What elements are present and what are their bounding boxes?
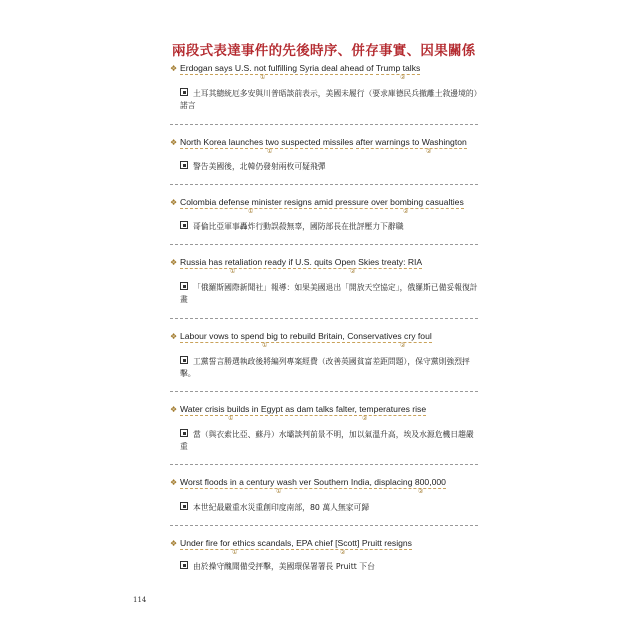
headline-segment-2: if U.S. quits Open Skies treaty: RIA xyxy=(288,257,423,267)
translation-text: 土耳其總統厄多安與川普晤談前表示，美國未履行（要求庫德民兵撤離土敘邊境的）諾言 xyxy=(180,89,478,110)
diamond-bullet-icon: ❖ xyxy=(170,539,178,548)
divider xyxy=(170,244,478,245)
translation xyxy=(180,502,478,514)
boxed-square-icon xyxy=(180,429,188,437)
diamond-bullet-icon: ❖ xyxy=(170,405,178,414)
marker-1: ① xyxy=(228,415,234,422)
marker-2: ② xyxy=(403,208,409,215)
marker-2: ② xyxy=(426,148,432,155)
headline xyxy=(170,538,480,549)
headline xyxy=(170,137,480,148)
segment-markers xyxy=(170,268,480,277)
boxed-square-icon xyxy=(180,282,188,290)
translation xyxy=(180,356,478,380)
headline-segment-1: Under fire for ethics scandals, xyxy=(180,538,294,548)
translation-text: 哥倫比亞軍事轟炸行動誤殺無辜，國防部長在批評壓力下辭職 xyxy=(193,222,404,231)
segment-markers xyxy=(170,415,480,424)
marker-2: ② xyxy=(350,268,356,275)
headline xyxy=(170,404,480,415)
translation-text: 「俄羅斯國際新聞社」報導：如果美國退出「開放天空協定」，俄羅斯已備妥報復計畫 xyxy=(180,283,478,304)
headline-segment-1: Colombia defense minister resigns xyxy=(180,197,312,207)
diamond-bullet-icon: ❖ xyxy=(170,64,178,73)
marker-1: ① xyxy=(248,208,254,215)
divider xyxy=(170,124,478,125)
headline xyxy=(170,331,480,342)
headline xyxy=(170,63,480,74)
diamond-bullet-icon: ❖ xyxy=(170,258,178,267)
page-number: 114 xyxy=(133,596,147,604)
headline-segment-2: EPA chief [Scott] Pruitt resigns xyxy=(296,538,412,548)
marker-1: ① xyxy=(267,148,273,155)
list-item xyxy=(170,404,480,453)
translation-text: 警告美國後，北韓仍發射兩枚可疑飛彈 xyxy=(193,162,326,171)
headline-segment-1: Russia has retaliation ready xyxy=(180,257,287,267)
translation-text: 本世紀最嚴重水災重創印度南部，80 萬人無家可歸 xyxy=(193,503,370,512)
page-title: 兩段式表達事件的先後時序、併存事實、因果關係 xyxy=(172,43,476,59)
headline-segment-2: displacing 800,000 xyxy=(374,477,446,487)
translation xyxy=(180,429,478,453)
segment-markers xyxy=(170,208,480,217)
headline-segment-1: Water crisis builds in Egypt xyxy=(180,404,283,414)
diamond-bullet-icon: ❖ xyxy=(170,198,178,207)
headline-segment-1: North Korea launches two suspected missiles xyxy=(180,137,354,147)
boxed-square-icon xyxy=(180,356,188,364)
headline-segment-2: after warnings to Washington xyxy=(355,137,467,147)
boxed-square-icon xyxy=(180,561,188,569)
headline xyxy=(170,197,480,208)
marker-1: ① xyxy=(262,342,268,349)
segment-markers xyxy=(170,74,480,83)
boxed-square-icon xyxy=(180,221,188,229)
boxed-square-icon xyxy=(180,88,188,96)
headline xyxy=(170,257,480,268)
list-item xyxy=(170,137,480,173)
translation-text: 由於操守醜聞備受抨擊，美國環保署署長 Pruitt 下台 xyxy=(193,562,375,571)
marker-1: ① xyxy=(260,74,266,81)
list-item xyxy=(170,257,480,306)
marker-2: ② xyxy=(400,74,406,81)
headline-segment-1: Worst floods in a century wash ver Southern India, xyxy=(180,477,372,487)
headline-segment-2: as dam talks falter, temperatures rise xyxy=(285,404,427,414)
list-item xyxy=(170,63,480,112)
marker-2: ② xyxy=(418,488,424,495)
boxed-square-icon xyxy=(180,502,188,510)
translation xyxy=(180,88,478,112)
segment-markers xyxy=(170,148,480,157)
segment-markers xyxy=(170,342,480,351)
marker-2: ② xyxy=(362,415,368,422)
translation xyxy=(180,561,478,573)
headline-segment-2: Trump talks xyxy=(375,63,421,73)
headline xyxy=(170,477,480,488)
translation xyxy=(180,221,478,233)
marker-2: ② xyxy=(340,549,346,556)
translation xyxy=(180,161,478,173)
divider xyxy=(170,525,478,526)
translation xyxy=(180,282,478,306)
diamond-bullet-icon: ❖ xyxy=(170,332,178,341)
divider xyxy=(170,184,478,185)
marker-1: ① xyxy=(230,268,236,275)
list-item xyxy=(170,197,480,233)
headline-segment-2: Conservatives cry foul xyxy=(347,331,432,341)
headline-segment-1: Erdogan says U.S. not fulfilling Syria deal ahead of xyxy=(180,63,374,73)
list-item xyxy=(170,538,480,573)
divider xyxy=(170,318,478,319)
marker-1: ① xyxy=(276,488,282,495)
headline-segment-2: amid pressure over bombing casualties xyxy=(314,197,464,207)
divider xyxy=(170,391,478,392)
diamond-bullet-icon: ❖ xyxy=(170,478,178,487)
diamond-bullet-icon: ❖ xyxy=(170,138,178,147)
translation-text: 當（與衣索比亞、蘇丹）水壩談判前景不明，加以氣溫升高，埃及水源危機日趨嚴重 xyxy=(180,430,474,451)
marker-2: ② xyxy=(400,342,406,349)
translation-text: 工黨誓言勝選執政後將編列專案經費（改善英國貧富差距問題），保守黨則強烈抨擊。 xyxy=(180,357,470,378)
headline-segment-1: Labour vows to spend big to rebuild Britain, xyxy=(180,331,345,341)
divider xyxy=(170,464,478,465)
list-item xyxy=(170,331,480,380)
segment-markers xyxy=(170,488,480,497)
boxed-square-icon xyxy=(180,161,188,169)
segment-markers xyxy=(170,549,480,558)
list-item xyxy=(170,477,480,514)
marker-1: ① xyxy=(232,549,238,556)
